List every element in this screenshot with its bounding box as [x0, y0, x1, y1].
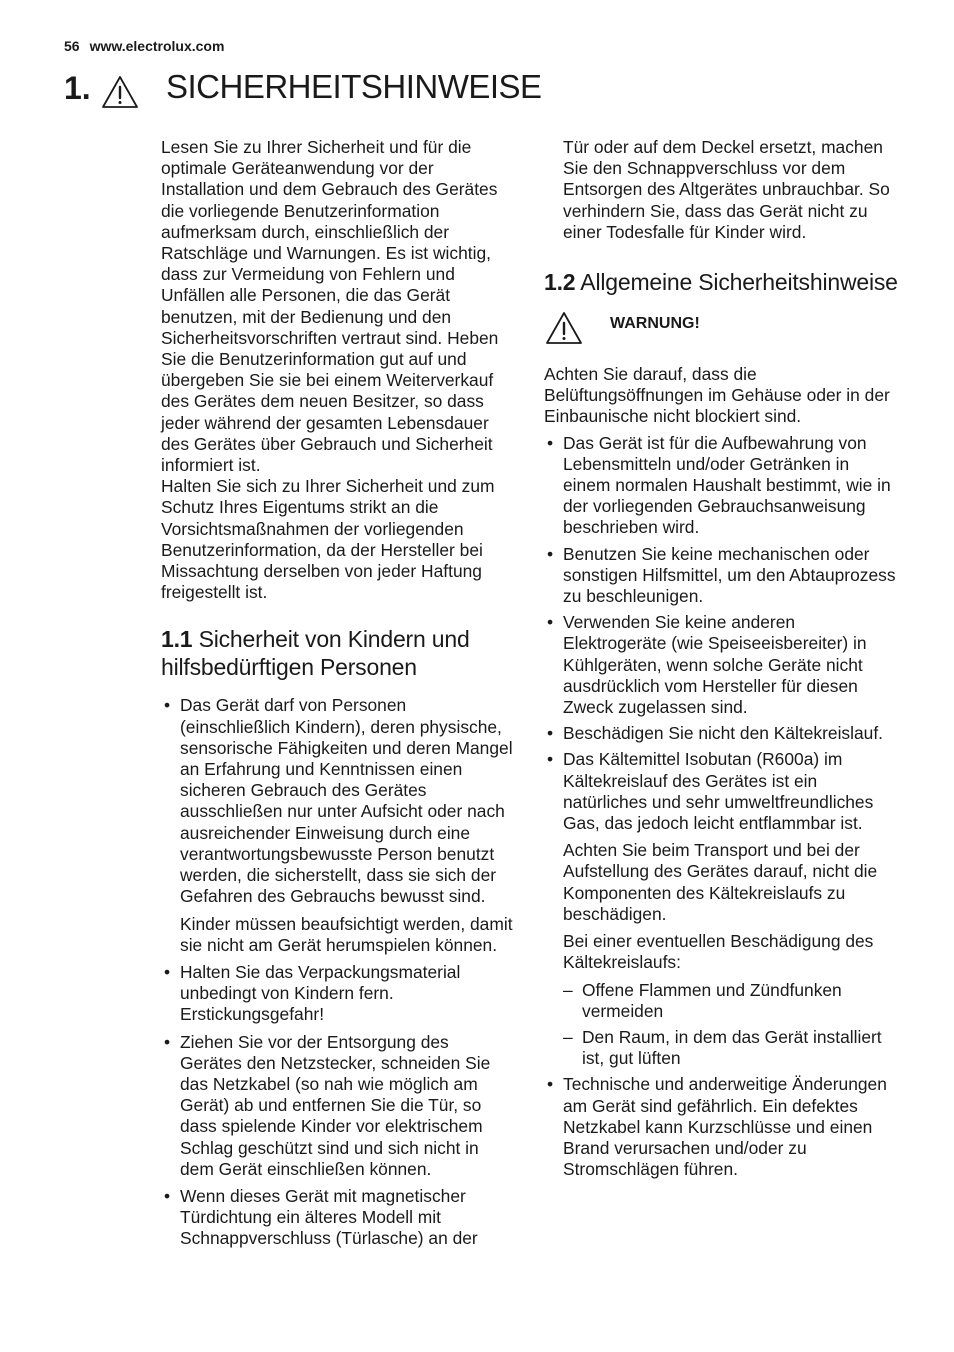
section-1-2-intro: Achten Sie darauf, dass die Belüftungsöffnungen im Gehäuse oder in der Einbaunische nicht blockiert sind. [544, 364, 890, 427]
list-item [544, 723, 900, 744]
list-item-text: • Benutzen Sie keine mechanischen oder sonstigen Hilfsmittel, um den Abtauprozess zu beschleunigen. [563, 543, 896, 607]
section-title: Sicherheit von Kindern und hilfsbedürftigen Personen [161, 626, 470, 681]
page-number: 56 [64, 38, 80, 54]
list-item [161, 1032, 513, 1180]
dash-item: – Offene Flammen und Zündfunken vermeiden [563, 980, 900, 1022]
dash-item: – Den Raum, in dem das Gerät installiert ist, gut lüften [563, 1027, 900, 1069]
list-item-text: • Technische und anderweitige Änderungen am Gerät sind gefährlich. Ein defektes Netzkabel kann Kurzschlüsse und einen Brand verursachen und/oder zu Stromschlägen führen. [563, 1074, 887, 1180]
list-item [544, 544, 900, 608]
section-heading-1-1 [161, 625, 513, 681]
intro-paragraph-2: Halten Sie sich zu Ihrer Sicherheit und zum Schutz Ihres Eigentums strikt an die Vorsichtsmaßnahmen der vorliegenden Benutzerinformation, da der Hersteller bei Missachtung derselben von jeder Haftung freigestellt ist. [161, 476, 495, 603]
dash-list [563, 980, 900, 1070]
list-item-text: • Halten Sie das Verpackungsmaterial unbedingt von Kindern fern. Erstickungsgefahr! [180, 961, 461, 1025]
warning-label: WARNUNG! [610, 315, 700, 333]
list-item-subtext: Achten Sie beim Transport und bei der Aufstellung des Gerätes darauf, nicht die Komponenten des Kältekreislaufs zu beschädigen. [563, 840, 878, 924]
section-1-1-list [161, 695, 513, 1249]
list-item-text: • Das Kältemittel Isobutan (R600a) im Kältekreislauf des Gerätes ist ein natürliches und sehr umweltfreundliches Gas, das jedoch leicht entflammbar ist. [563, 749, 874, 834]
list-item-text: • Wenn dieses Gerät mit magnetischer Türdichtung ein älteres Modell mit Schnappverschluss (Türlasche) an der [180, 1185, 478, 1249]
warning-notice [544, 310, 900, 354]
list-item-text: • Das Gerät darf von Personen (einschließlich Kindern), deren physische, sensorische Fähigkeiten und deren Mangel an Erfahrung und Kenntnissen einen sicheren Gebrauch des Gerätes ausschließen nur unter Aufsicht oder nach ausreichender Einweisung durch eine verantwortungsbewusste Person benutzt werden, die sicherstellt, dass sie sich der Gefahren des Gebrauchs bewusst sind. [180, 695, 513, 907]
list-item [161, 1186, 513, 1250]
section-title: Allgemeine Sicherheitshinweise [580, 269, 898, 296]
warning-triangle-icon [100, 74, 140, 110]
section-1-2-list [544, 433, 900, 1181]
section-heading-1-2 [544, 268, 900, 296]
chapter-number: 1. [64, 70, 91, 106]
list-item-subtext: Bei einer eventuellen Beschädigung des Kältekreislaufs: [563, 931, 874, 973]
section-number: 1.2 [544, 269, 576, 296]
list-item [544, 612, 900, 718]
list-item [544, 749, 900, 1069]
section-number: 1.1 [161, 626, 193, 653]
list-item-text: • Verwenden Sie keine anderen Elektrogeräte (wie Speiseeisbereiter) in Kühlgeräten, wenn solche Geräte nicht ausdrücklich vom Hersteller für diesen Zweck zugelassen sind. [563, 612, 867, 718]
website-link[interactable]: www.electrolux.com [89, 38, 225, 54]
page-header [64, 38, 224, 54]
left-column [161, 137, 513, 1250]
list-item-text: • Beschädigen Sie nicht den Kältekreislauf. [563, 723, 883, 744]
right-column [544, 137, 900, 1180]
list-item-text: • Ziehen Sie vor der Entsorgung des Gerätes den Netzstecker, schneiden Sie das Netzkabel (so nah wie möglich am Gerät) ab und entfernen Sie die Tür, so dass spielende Kinder vor elektrischem Schlag geschützt sind und sich nicht in dem Gerät einschließen können. [180, 1031, 491, 1179]
list-item [161, 695, 513, 955]
warning-triangle-icon [544, 310, 584, 346]
continued-list-text: Tür oder auf dem Deckel ersetzt, machen Sie den Schnappverschluss vor dem Entsorgen des Altgerätes unbrauchbar. So verhindern Sie, dass das Gerät nicht zu einer Todesfalle für Kinder wird. [563, 137, 890, 242]
list-item [544, 433, 900, 539]
list-item [544, 1074, 900, 1180]
list-item-subtext: Kinder müssen beaufsichtigt werden, damit sie nicht am Gerät herumspielen können. [180, 913, 513, 955]
list-item-text: • Das Gerät ist für die Aufbewahrung von Lebensmitteln und/oder Getränken in einem normalen Haushalt bestimmt, wie in der vorliegenden Gebrauchsanweisung beschrieben wird. [563, 432, 891, 538]
chapter-title: SICHERHEITSHINWEISE [166, 68, 542, 105]
list-item [161, 962, 513, 1026]
intro-paragraph-1: Lesen Sie zu Ihrer Sicherheit und für die optimale Geräteanwendung vor der Installation und dem Gebrauch des Gerätes die vorliegende Benutzerinformation aufmerksam durch, einschließlich der Ratschläge und Warnungen. Es ist wichtig, dass zur Vermeidung von Fehlern und Unfällen alle Personen, die das Gerät benutzen, mit der Bedienung und den Sicherheitsvorschriften vertraut sind. Heben Sie die Benutzerinformation gut auf und übergeben Sie sie bei einem Weiterverkauf des Gerätes dem neuen Besitzer, so dass jeder während der gesamten Lebensdauer des Gerätes über Gebrauch und Sicherheit informiert ist. [161, 137, 499, 476]
